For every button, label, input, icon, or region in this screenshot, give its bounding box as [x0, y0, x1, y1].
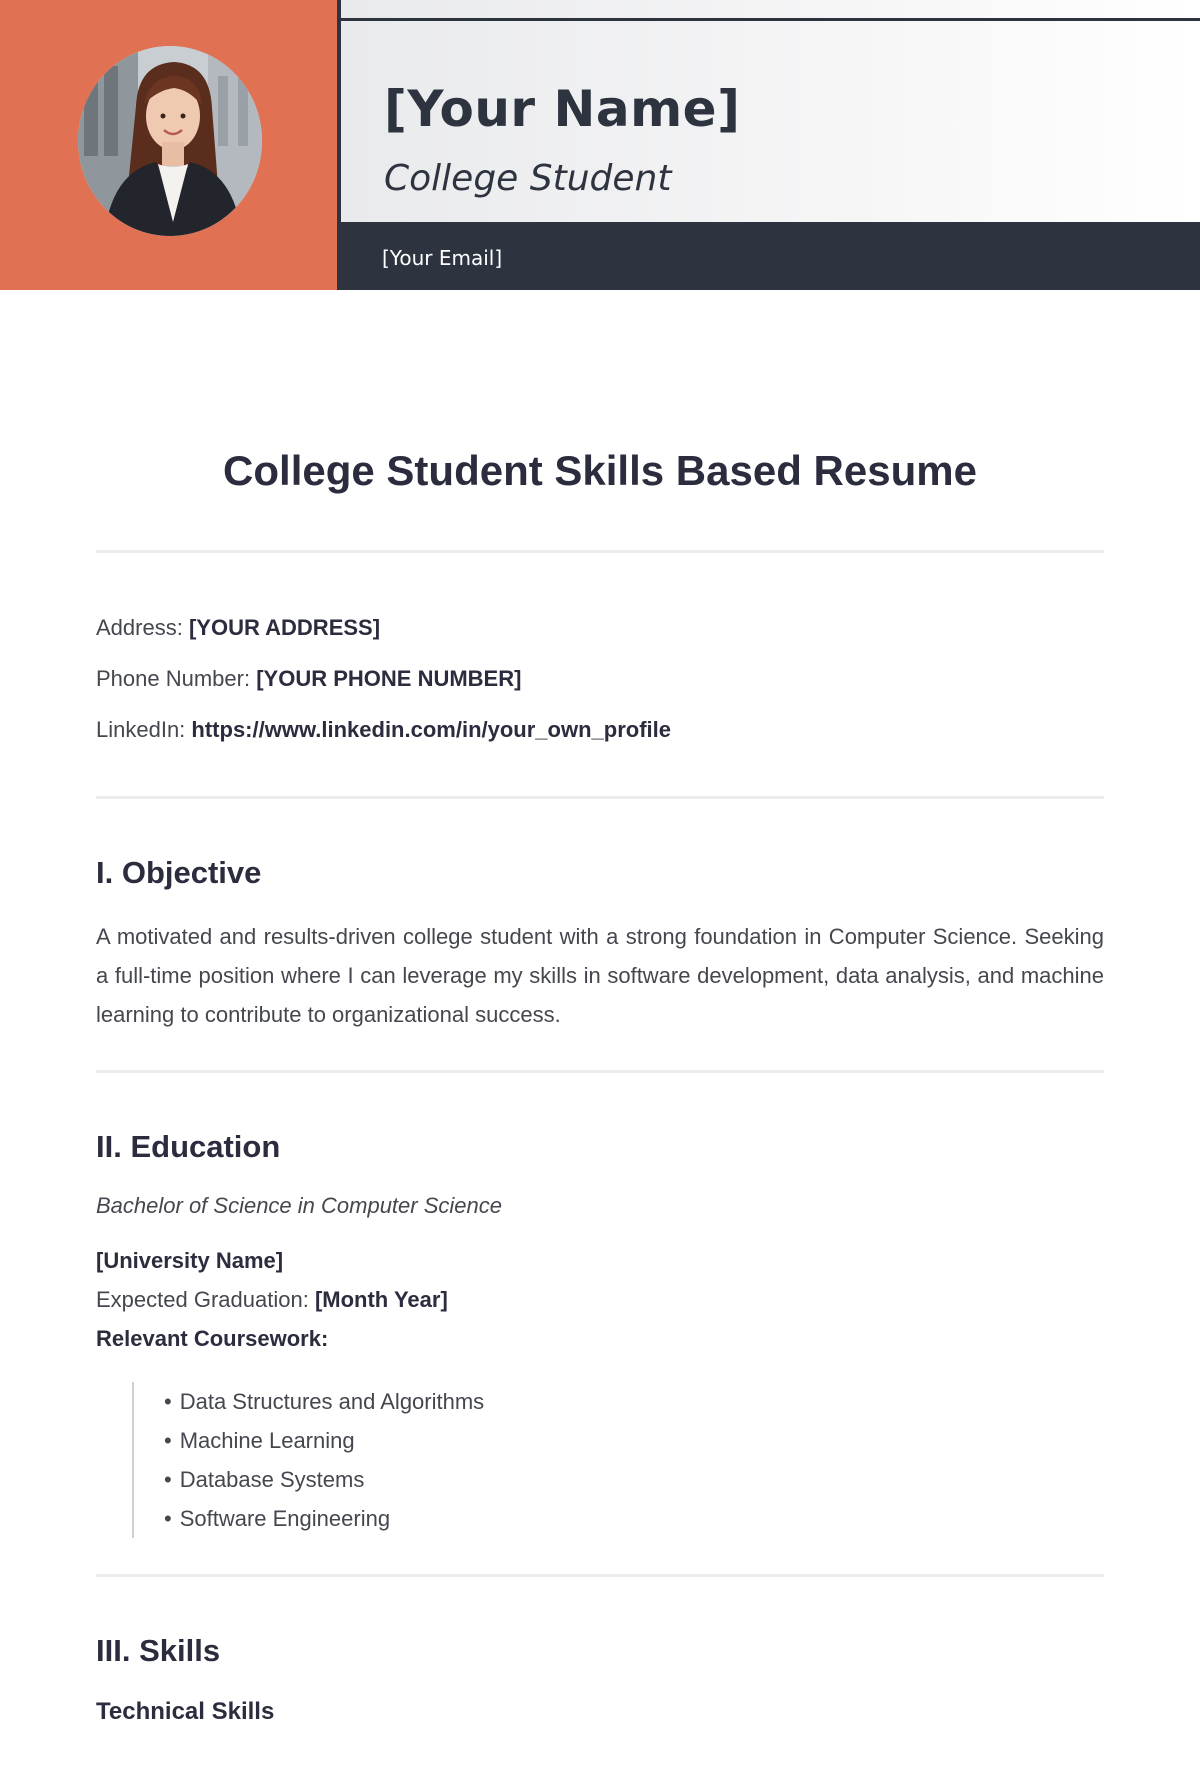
email-bar: [337, 222, 1200, 290]
phone-label: Phone Number:: [96, 666, 251, 691]
header-name: [Your Name]: [384, 80, 741, 138]
list-item: • Database Systems: [164, 1460, 1104, 1499]
degree: Bachelor of Science in Computer Science: [96, 1193, 502, 1218]
address-label: Address:: [96, 615, 183, 640]
linkedin-link[interactable]: https://www.linkedin.com/in/your_own_profile: [191, 717, 671, 742]
name-panel: [337, 0, 1200, 222]
header-top-line: [341, 18, 1200, 21]
objective-section: [96, 799, 1104, 1070]
objective-text: A motivated and results-driven college student with a strong foundation in Computer Science. Seeking a full-time position where I can leverage my skills in software development, data analysis, and machine learning to contribute to organizational success.: [96, 924, 1104, 1027]
education-heading: II. Education: [96, 1129, 281, 1164]
skills-heading: III. Skills: [96, 1633, 221, 1668]
contact-info: [96, 553, 1104, 796]
phone-value: [YOUR PHONE NUMBER]: [256, 666, 522, 691]
skills-section: [96, 1577, 1104, 1765]
header-email[interactable]: [Your Email]: [382, 246, 503, 270]
coursework-label: Relevant Coursework:: [96, 1326, 329, 1351]
linkedin-line: [96, 704, 1104, 755]
list-item: • Software Engineering: [164, 1499, 1104, 1538]
document-title: College Student Skills Based Resume: [223, 447, 977, 494]
objective-heading: I. Objective: [96, 855, 262, 890]
education-section: [96, 1073, 1104, 1574]
resume-header: [0, 0, 1200, 290]
address-value: [YOUR ADDRESS]: [188, 615, 381, 640]
graduation-line: [96, 1280, 1104, 1319]
profile-photo: [78, 46, 262, 236]
coursework-list: [132, 1382, 1104, 1538]
phone-line: [96, 653, 1104, 704]
linkedin-label: LinkedIn:: [96, 717, 186, 742]
graduation-value: [Month Year]: [314, 1287, 448, 1312]
university-line: [96, 1241, 1104, 1280]
coursework-line: [96, 1319, 1104, 1358]
list-item: • Data Structures and Algorithms: [164, 1382, 1104, 1421]
technical-skills-heading: Technical Skills: [96, 1698, 275, 1725]
header-role: College Student: [384, 158, 672, 199]
avatar: [78, 46, 262, 236]
address-line: [96, 602, 1104, 653]
photo-panel: [0, 0, 337, 290]
list-item: • Machine Learning: [164, 1421, 1104, 1460]
resume-content: [96, 438, 1104, 1765]
university-name: [University Name]: [96, 1248, 284, 1273]
graduation-label: Expected Graduation:: [96, 1287, 309, 1312]
